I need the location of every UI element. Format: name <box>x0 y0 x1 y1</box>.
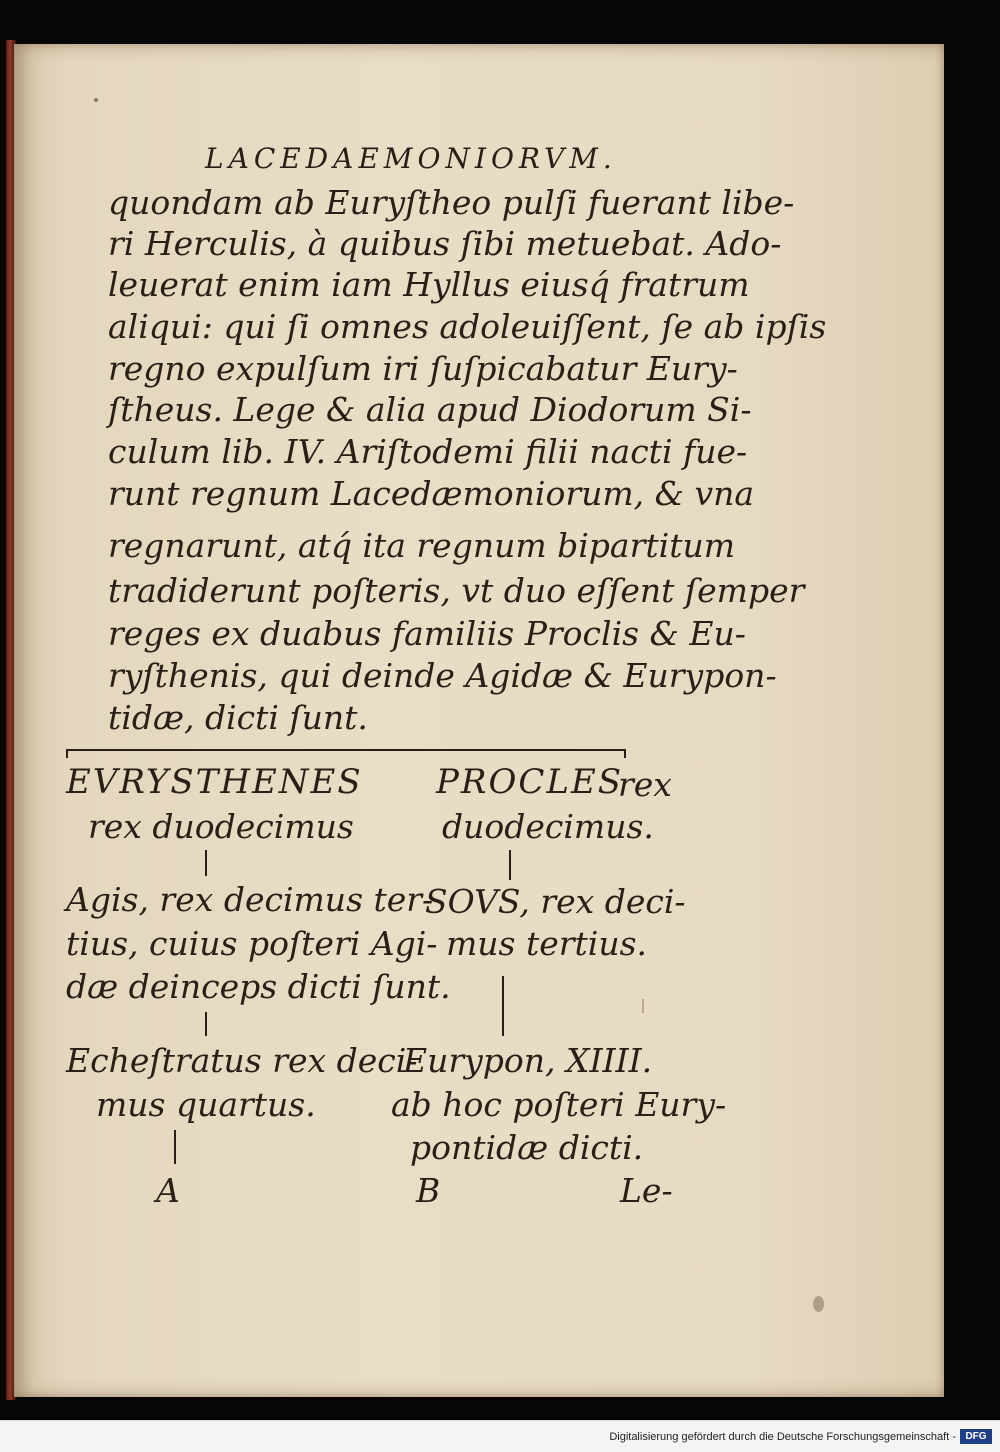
catchletter-a: A <box>156 1171 180 1210</box>
body-line: reges ex duabus familiis Proclis & Eu- <box>108 614 746 653</box>
sous-line: SOVS, rex deci- <box>425 882 686 921</box>
funding-credit: Digitalisierung gefördert durch die Deutsche Forschungsgemeinschaft - <box>609 1431 956 1443</box>
body-line: leuerat enim iam Hyllus eiusq́ fratrum <box>108 265 750 304</box>
eurypon-line: ab hoc poſteri Eury- <box>391 1085 727 1124</box>
procles-title: duodecimus. <box>442 807 654 846</box>
footer-bar <box>0 1420 1000 1452</box>
body-line: ſtheus. Lege & alia apud Diodorum Si- <box>108 390 752 429</box>
procles-name: PROCLES <box>436 762 624 802</box>
body-line: quondam ab Euryſtheo pulſi fuerant libe- <box>108 183 795 222</box>
page-speck <box>813 1296 824 1312</box>
eurysthenes-name: EVRYSTHENES <box>66 762 363 802</box>
agis-line: dæ deinceps dicti ſunt. <box>66 967 451 1006</box>
sous-line: mus tertius. <box>446 924 648 963</box>
body-line: culum lib. IV. Ariſtodemi filii nacti fue- <box>108 432 748 471</box>
page-speck <box>642 999 644 1013</box>
catchword: Le- <box>620 1171 673 1210</box>
body-line: tradiderunt poſteris, vt duo eſſent ſemper <box>108 571 805 610</box>
body-line: aliqui: qui ſi omnes adoleuiſſent, ſe ab ipſis <box>108 307 827 346</box>
echestratus-line: Echeſtratus rex deci- <box>66 1041 418 1080</box>
lineage-connector <box>205 1012 207 1036</box>
body-line: ri Herculis, à quibus ſibi metuebat. Ado- <box>108 224 782 263</box>
body-line: runt regnum Lacedæmoniorum, & vna <box>108 474 755 513</box>
lineage-connector <box>174 1130 176 1164</box>
page-speck <box>94 98 98 102</box>
lineage-connector <box>509 850 511 880</box>
eurysthenes-title: rex duodecimus <box>88 807 354 846</box>
running-head: LACEDAEMONIORVM. <box>205 142 617 175</box>
lineage-connector <box>205 850 207 876</box>
agis-line: Agis, rex decimus ter- <box>66 880 434 919</box>
agis-line: tius, cuius poſteri Agi- <box>66 924 438 963</box>
body-line: tidæ, dicti ſunt. <box>108 698 368 737</box>
catchletter-b: B <box>416 1171 441 1210</box>
body-line: regnarunt, atq́ ita regnum bipartitum <box>108 526 735 565</box>
eurypon-line: Eurypon, XIIII. <box>403 1041 653 1080</box>
eurypon-line: pontidæ dicti. <box>410 1128 644 1167</box>
genealogy-rule <box>66 749 626 751</box>
dfg-logo: DFG <box>960 1429 992 1444</box>
procles-rex: rex <box>618 765 672 804</box>
lineage-connector <box>502 976 504 1036</box>
body-line: regno expulſum iri ſuſpicabatur Eury- <box>108 349 738 388</box>
body-line: ryſthenis, qui deinde Agidæ & Eurypon- <box>108 656 777 695</box>
echestratus-line: mus quartus. <box>96 1085 316 1124</box>
